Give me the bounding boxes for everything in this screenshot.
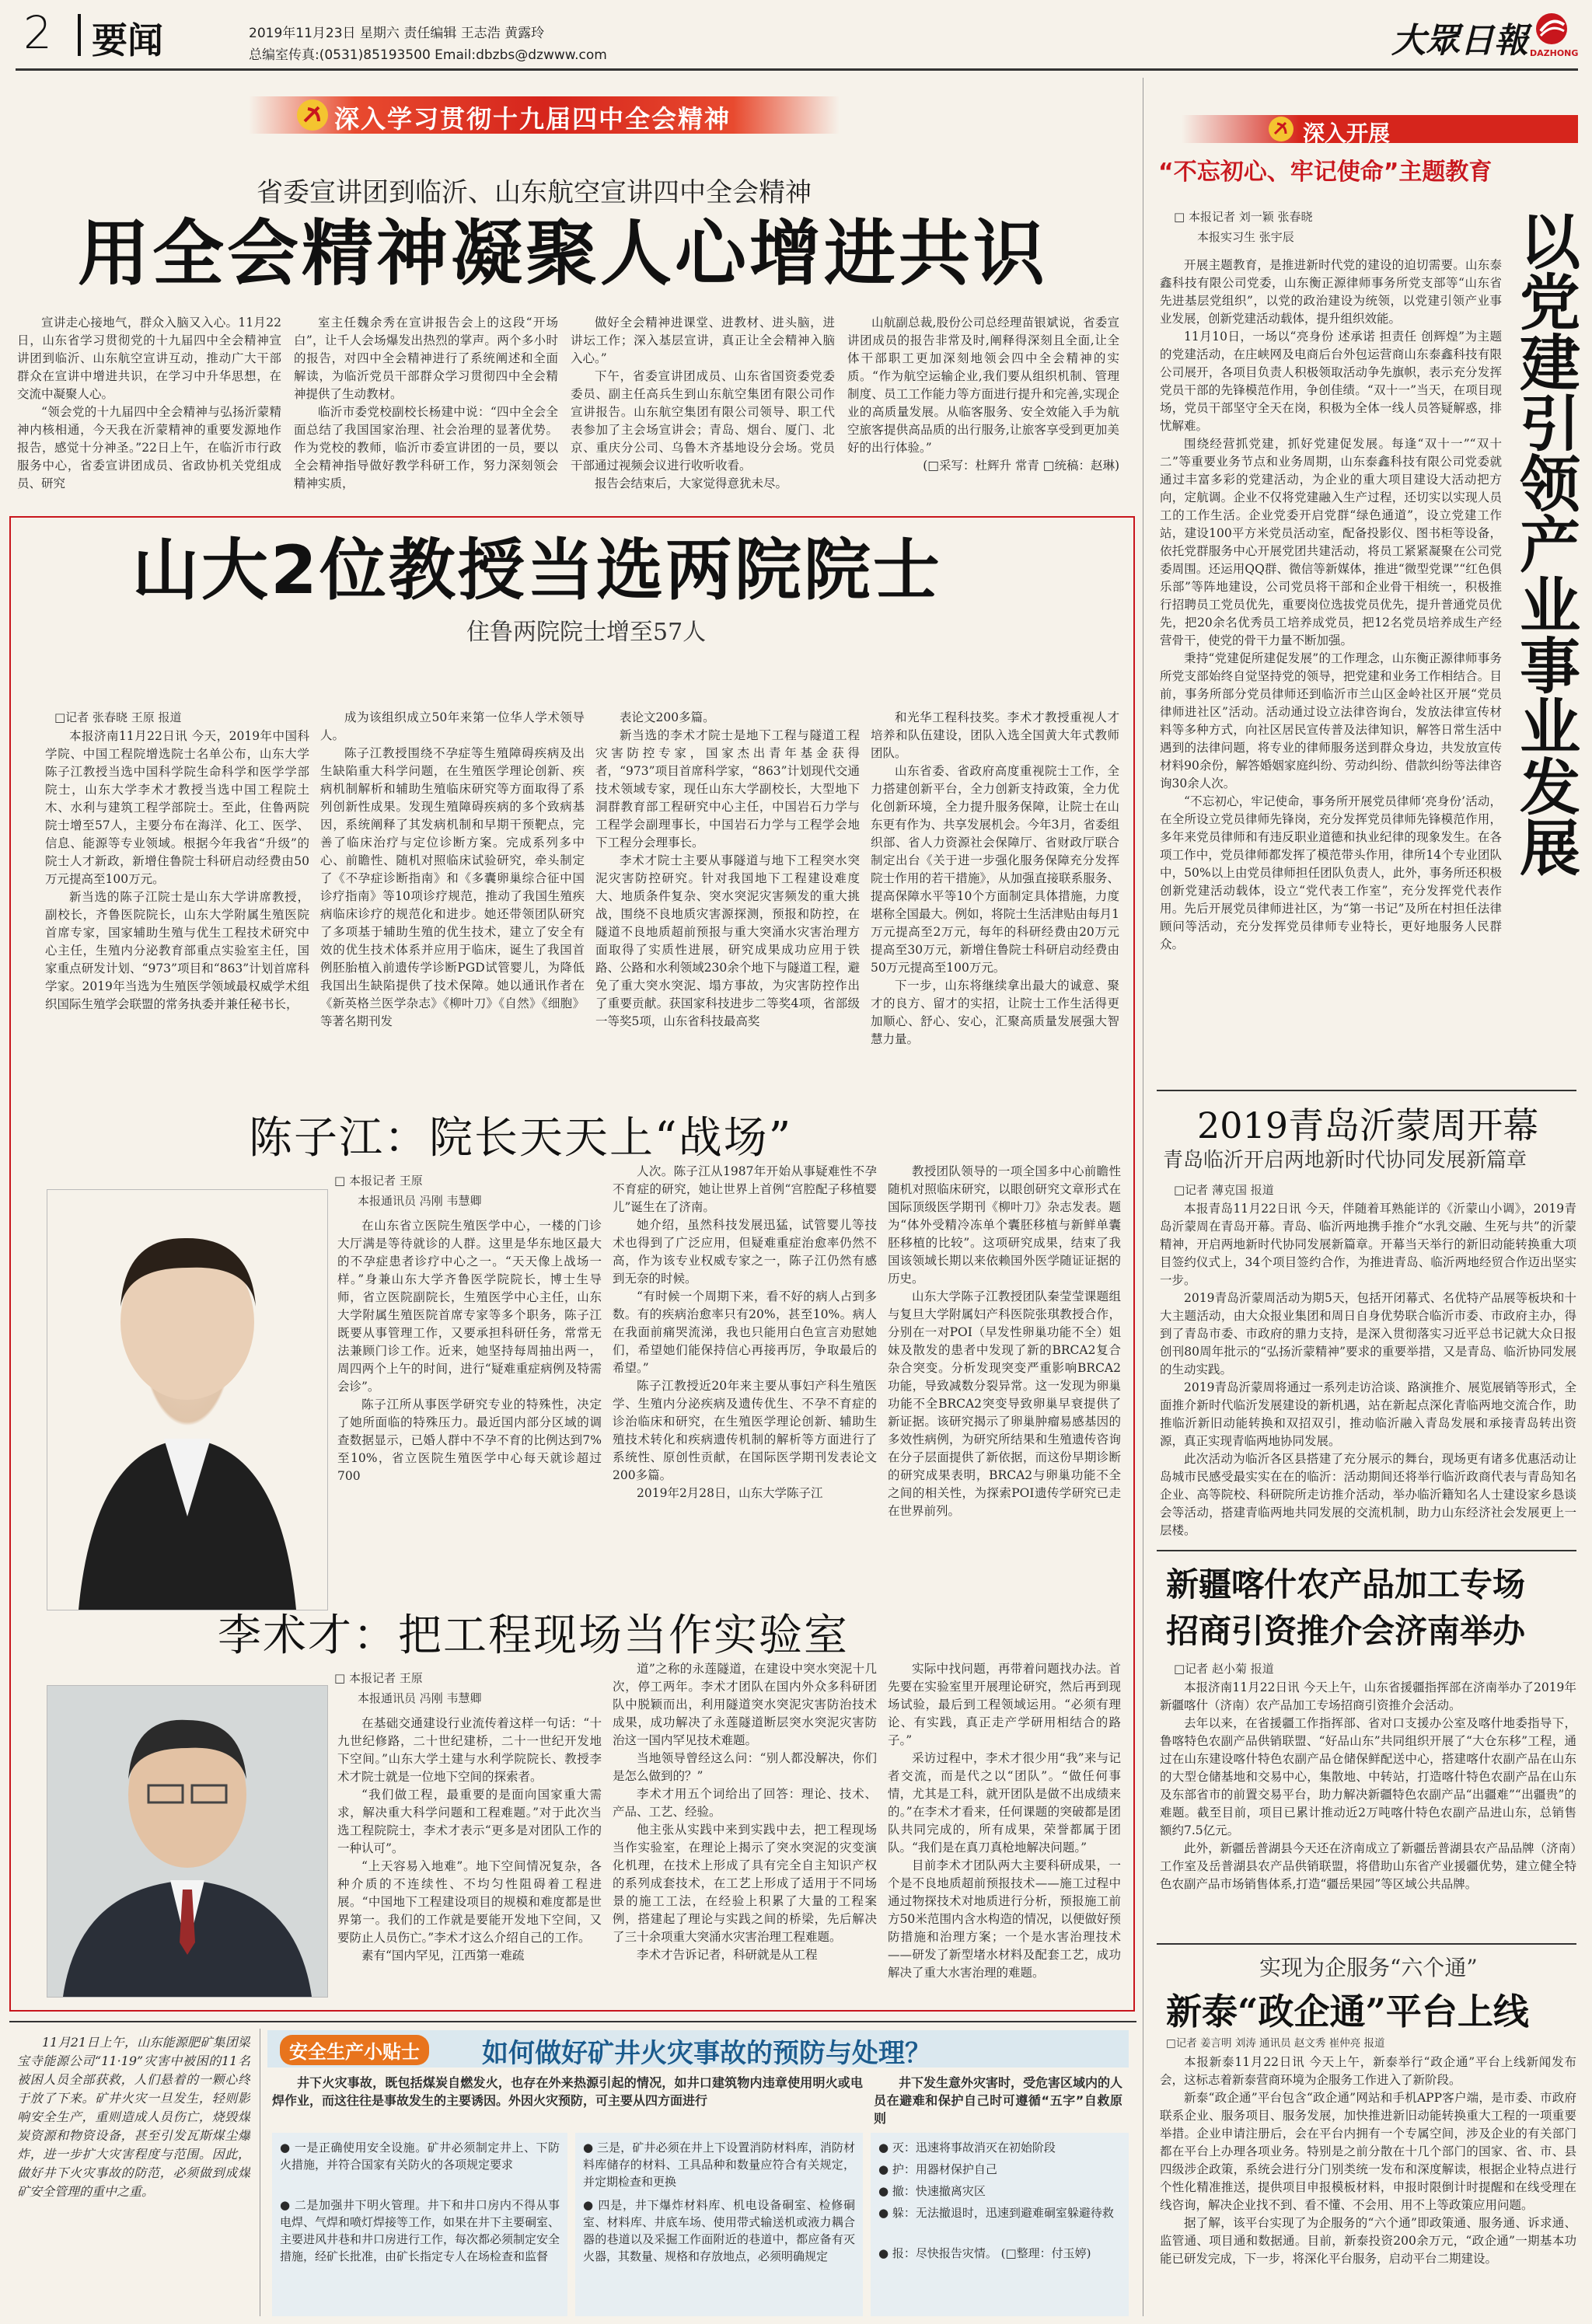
article1-col4: 山航副总裁,股份公司总经理苗银斌说，省委宣讲团成员的报告非常及时,阐释得深刻且全面,让全体干部职工更加深刻地领会四中全会精神的实质。“作为航空运输企业,我们要从组织机制、管理制度、员工工作能力等方面进行提升和完善,实现企业的高质量发展。从临客服务、安全效能入手为航空旅客提供高品质的出行服务,让旅客享受到更加美好的出行体验。” (□采写：杜辉升 常青 □统稿：赵琳) xyxy=(847,316,1119,473)
page-number: 2 xyxy=(23,6,52,59)
safety-intro-2: 井下发生意外灾害时，受危害区域内的人员在避难和保护自己时可遵循“五字”自救原则 xyxy=(874,2075,1122,2126)
article5-headline: 2019青岛沂蒙周开幕 xyxy=(1197,1104,1539,1146)
article4-col3: 实际中找问题，再带着问题找办法。首先要在实验室里开展理论研究，然后再到现场试验，最后到工程领域运用。“必须有理论、有实践，真正走产学研用相结合的路子。” 采访过程中，李术才很少用“我”来与记者交流，而是代之以“团队”。“做任何事情，尤其是工科，就开团队是做不出成绩来的。”在李术才看来，任何课题的突破都是团队共同完成的，所有成果，荣誉都属于团队。“我们是在真刀真枪地解决问题。” 目前李术才团队两大主要科研成果，一个是不良地质超前预报技术——施工过程中通过物探技术对地质进行分析，预报施工前方50米范围内含水构造的情况，以便做好预防措施和治理方案；一个是水害治理技术——研发了新型堵水材料及配套工艺，成功解决了重大水害治理的难题。 xyxy=(888,1662,1121,1980)
article1-col3: 做好全会精神进课堂、进教材、进头脑，进讲坛工作；深入基层宣讲，真正让全会精神入脑入心。” 下午，省委宣讲团成员、山东省国资委党委委员、副主任高兵生到山东航空集团有限公司作宣讲报告。山东航空集团有限公司领导、职工代表参加了主会场宣讲会；青岛、烟台、厦门、北京、重庆分公司、乌鲁木齐基地设分会场。党员干部通过视频会议进行收听收看。 报告会结束后，大家觉得意犹未尽。 xyxy=(571,316,835,490)
article2-col4: 和光华工程科技奖。李术才教授重视人才培养和队伍建设，团队入选全国黄大年式教师团队。 山东省委、省政府高度重视院士工作，全力搭建创新平台，全力创新支持政策，全力优化创新环境，全力提升服务保障，让院士在山东更有作为、共享发展机会。今年3月，省委组织部、省人力资源社会保障厅、省财政厅联合制定出台《关于进一步强化服务保障充分发挥院士作用的若干措施》，从加强直接联系服务、提高保障水平等10个方面制定具体措施，力度堪称全国最大。例如，将院士生活津贴由每月1万元提高至2万元，每年的科研经费由20万元提高至30万元，新增住鲁院士科研启动经费由50万元提高至100万元。 下一步，山东将继续拿出最大的诚意、聚才的良方、留才的实招，让院士工作生活得更加顺心、舒心、安心，汇聚高质量发展强大智慧力量。 xyxy=(871,710,1119,1046)
date-line: 2019年11月23日 星期六 责任编辑 王志浩 黄露玲 xyxy=(249,26,545,41)
right-byline1: □ 本报记者 刘一颖 张春晓 xyxy=(1174,210,1313,224)
right-rule-1 xyxy=(1157,1090,1576,1091)
article4-byline1: □ 本报记者 王原 xyxy=(334,1671,423,1685)
article3-col2: 人次。陈子江从1987年开始从事疑难性不孕不育症的研究，她让世界上首例“宫腔配子移植婴儿”诞生在了济南。 她介绍，虽然科技发展迅猛，试管婴儿等技术也得到了广泛应用，但疑难重症治愈率仍然不高，作为该专业权威专家之一，陈子江仍然有感到无奈的时候。 “有时候一个周期下来，看不好的病人占到多数。有的疾病治愈率只有20%，甚至10%。病人在我面前痛哭流涕，我也只能用白色宣言劝慰她们，希望她们能保持信心再接再厉，争取最后的希望。” 陈子江教授近20年来主要从事妇产科生殖医学、生殖内分泌疾病及遗传优生、不孕不育症的诊治临床和研究，在生殖医学理论创新、辅助生殖技术转化和疾病遗传机制的解析等方面进行了系统性、原创性贡献，在国际医学期刊发表论文200多篇。 2019年2月28日，山东大学陈子江 xyxy=(613,1164,877,1500)
li-shucai-portrait xyxy=(47,1685,328,1998)
right-banner-emblem-icon xyxy=(1267,115,1295,143)
safety-rule-1: ● 灭：迅速将事故消灭在初始阶段 xyxy=(878,2141,1056,2155)
article6-headline2: 招商引资推介会济南举办 xyxy=(1166,1612,1526,1650)
article7-subhead: 实现为企服务“六个通” xyxy=(1259,1955,1478,1980)
safety-title: 如何做好矿井火灾事故的预防与处理？ xyxy=(482,2038,931,2069)
article1-subhead: 省委宣讲团到临沂、山东航空宣讲四中全会精神 xyxy=(257,177,812,208)
article3-col1: 在山东省立医院生殖医学中心，一楼的门诊大厅满是等待就诊的人群。这里是华东地区最大的不孕症患者诊疗中心之一。“天天像上战场一样。”身兼山东大学齐鲁医学院院长，博士生导师，省立医院副院长，生殖医学中心主任，山东大学附属生殖医院首席专家等多个职务，陈子江既要从事管理工作，又要承担科研任务，常常无法兼顾门诊工作。近来，她坚持每周抽出两一，周四两个上午的时间，进行“疑难重症病例及特需会诊”。 陈子江所从事医学研究专业的特殊性，决定了她所面临的特殊压力。最近国内部分区域的调查数据显示，已婚人群中不孕不育的比例达到7%至10%，省立医院生殖医学中心每天就诊超过700 xyxy=(337,1219,602,1483)
article5-subhead: 青岛临沂开启两地新时代协同发展新篇章 xyxy=(1163,1149,1527,1172)
right-rule-3 xyxy=(1157,1943,1576,1945)
article2-byline: □记者 张春晓 王原 报道 xyxy=(54,710,182,724)
article4-col2: 道”之称的永莲隧道，在建设中突水突泥十几次，停工两年。李术才团队在国内外众多科研团队中脱颖而出，利用隧道突水突泥灾害防治技术成果，成功解决了永莲隧道断层突水突泥灾害防治这一国内罕见技术难题。 当地领导曾经这么问：“别人都没解决，你们是怎么做到的？” 李术才用五个词给出了回答：理论、技术、产品、工艺、经验。 他主张从实践中来到实践中去，把工程现场当作实验室，在理论上揭示了突水突泥的灾变演化机理，在技术上形成了具有完全自主知识产权的系列成套技术，在工艺上形成了适用于不同场景的施工工法，在经验上积累了大量的工程案例，搭建起了理论与实践之间的桥梁，先后解决了三十余项重大突涌水灾害治理工程难题。 李术才告诉记者，科研就是从工程 xyxy=(613,1662,877,1962)
article7-byline: □记者 姜言明 刘涛 通讯员 赵文秀 崔仲亮 报道 xyxy=(1166,2037,1385,2050)
safety-tag: 安全生产小贴士 xyxy=(280,2035,429,2065)
top-banner-text: 深入学习贯彻十九届四中全会精神 xyxy=(334,104,731,134)
masthead-divider xyxy=(78,14,81,56)
safety-rule-3: ● 撤：快速撤离灾区 xyxy=(878,2184,986,2198)
right-banner-line1: 深入开展 xyxy=(1303,120,1391,146)
right-vertical-title: 以党建引领产业事业发展 xyxy=(1510,210,1580,877)
safety-intro: 井下火灾事故，既包括煤炭自燃发火，也存在外来热源引起的情况，如井口建筑物内违章使用明火或电焊作业，而这往往是事故发生的主要诱因。外因火灾预防，可主要从四方面进行 xyxy=(272,2075,863,2108)
article7-headline: 新泰“政企通”平台上线 xyxy=(1166,1991,1529,2033)
article7-body: 本报新泰11月22日讯 今天上午，新泰举行“政企通”平台上线新闻发布会，这标志着新泰营商环境为企服务工作进入了新阶段。 新泰“政企通”平台包含“政企通”网站和手机APP客户端，是市委、市政府联系企业、服务项目、服务发展，加快推进新旧动能转换重大工程的一项重要举措。企业申请注册后，会在平台内拥有一个专属空间，涉及企业的有关部门都在平台上办理各项业务。特别是之前分散在十几个部门的国家、省、市、县四级涉企政策，系统会进行分门别类统一发布和深度解读，根据企业特点进行个性化精准推送，提供项目申报模板材料，申报时限倒计时提醒和在线受理在线咨询，解决企业找不到、看不懂、不会用、用不上等政策应用问题。 据了解，该平台实现了为企服务的“六个通”即政策通、服务通、诉求通、监管通、项目通和数据通。目前，新泰投资200余万元，“政企通”一期基本功能已研发完成，下一步，将深化平台服务，启动平台二期建设。 xyxy=(1160,2055,1576,2266)
article6-body: 本报济南11月22日讯 今天上午，山东省援疆指挥部在济南举办了2019年新疆喀什（济南）农产品加工专场招商引资推介会活动。 去年以来，在省援疆工作指挥部、省对口支援办公室及喀什地委指导下，鲁喀特色农副产品供销联盟、“好品山东”共同组织开展了“大仓东移”工程，通过在山东建设喀什特色农副产品仓储保鲜配送中心，搭建喀什农副产品在山东的大型仓储基地和交易中心，集散地、中转站，打造喀什特色农副产品在山东及东部省市的前置交易平台，助力解决新疆特色农副产品“出疆难”“出疆贵”的难题。截至目前，项目已累计推动近2万吨喀什特色农副产品进山东，总销售额约7.5亿元。 此外，新疆岳普湖县今天还在济南成立了新疆岳普湖县农产品品牌（济南）工作室及岳普湖县农产品供销联盟，将借助山东省产业援疆优势，建立健全特色农副产品市场销售体系,打造“疆岳果园”等区域公共品牌。 xyxy=(1160,1680,1576,1891)
right-rule-2 xyxy=(1157,1550,1576,1551)
article1-col1: 宣讲走心接地气，群众入脑又入心。11月22日，山东省学习贯彻党的十九届四中全会精神宣讲团到临沂、山东航空宣讲互动，推动广大干部群众在宣讲中增进共识，在学习中升华思想，在交流中凝聚人心。 “领会党的十九届四中全会精神与弘扬沂蒙精神内核相通，今天我在沂蒙精神的重要发源地作报告，感觉十分神圣。”22日上午，在临沂市行政服务中心，省委宣讲团成员、省政协机关党组成员、研究 xyxy=(17,316,281,490)
bottom-left-note: 11月21日上午，山东能源肥矿集团梁宝寺能源公司“11·19”灾害中被困的11名被困人员全部获救，人们悬着的一颗心终于放了下来。矿井火灾一旦发生，轻则影响安全生产，重则造成人员伤亡，烧毁煤炭资源和物资设备，甚至引发瓦斯煤尘爆炸，进一步扩大灾害程度与范围。因此，做好井下火灾事故的防范，必须做到成煤矿安全管理的重中之重。 xyxy=(17,2035,250,2199)
article2-subhead: 住鲁两院院士增至57人 xyxy=(466,619,707,646)
portrait-figure-icon xyxy=(47,1190,327,1610)
article4-col1: 在基础交通建设行业流传着这样一句话：“十九世纪修路，二十世纪建桥，二十一世纪开发地下空间。”山东大学土建与水利学院院长、教授李术才院士就是一位地下空间的探索者。 “我们做工程，最重要的是面向国家重大需求，解决重大科学问题和工程难题。”对于此次当选工程院院士，李术才表示“更多是对团队工作的一种认可”。 “上天容易入地难”。地下空间情况复杂，各种介质的不连续性、不均匀性阻碍着工程进展。“中国地下工程建设项目的规模和难度都是世界第一。我们的工作就是要能开发地下空间，又要防止人员伤亡。”李术才这么介绍自己的工作。 素有“国内罕见，江西第一难疏 xyxy=(337,1716,602,1963)
article2-col3: 表论文200多篇。 新当选的李术才院士是地下工程与隧道工程灾害防控专家，国家杰出青年基金获得者，“973”项目首席科学家，“863”计划现代交通技术领域专家，现任山东大学副校长，大型地下洞群教育部工程研究中心主任，中国岩石力学与工程学会副理事长，中国岩石力学与工程学会地下工程分会理事长。 李术才院士主要从事隧道与地下工程突水突泥灾害防控研究。针对我国地下工程建设难度大、地质条件复杂、突水突泥灾害频发的重大挑战，围绕不良地质灾害源探测，预报和防控，在隧道不良地质超前预报与重大突涌水灾害治理方面取得了实质性进展，研究成果成功应用于铁路、公路和水利领域230余个地下与隧道工程，避免了重大突水突泥、塌方事故，为灾害防控作出了重要贡献。获国家科技进步二等奖4项，省部级一等奖5项，山东省科技最高奖 xyxy=(595,710,860,1028)
bottom-rule xyxy=(9,2021,1136,2022)
safety-rule-4: ● 躲：无法撤退时，迅速到避难硐室躲避待救 xyxy=(878,2206,1114,2220)
article5-byline: □记者 薄克国 报道 xyxy=(1174,1183,1274,1197)
party-emblem-icon xyxy=(295,98,330,132)
article6-byline: □记者 赵小菊 报道 xyxy=(1174,1662,1274,1676)
safety-item-1: ● 一是正确使用安全设施。矿井必须制定井上、下防火措施，并符合国家有关防火的各项规定要求 xyxy=(280,2141,560,2172)
safety-item-2: ● 二是加强井下明火管理。井下和井口房内不得从事电焊、气焊和喷灯焊接等工作，如果在井下主要硐室、主要进风井巷和井口房进行工作，每次都必须制定安全措施，经矿长批准，由矿长指定专人在场检查和监督 xyxy=(280,2198,560,2263)
article3-byline1: □ 本报记者 王原 xyxy=(334,1174,423,1188)
article1-headline: 用全会精神凝聚人心增进共识 xyxy=(78,212,1049,295)
right-body: 开展主题教育，是推进新时代党的建设的迫切需要。山东泰鑫科技有限公司党委，山东衡正源律师事务所党支部等“山东省先进基层党组织”，以党的政治建设为统领，以党建引领产业事业发展，创新党建活动载体，提升组织效能。 11月10日，一场以“亮身份 述承诺 担责任 创辉煌”为主题的党建活动，在庄峡网及电商后台外包运营商山东泰鑫科技有限公司展开，各项目负责人积极领取活动争先旗帜，表示充分发挥党员干部的先锋模范作用，争创佳绩。“双十一”当天，在项目现场，党员干部坚守全天在岗，积极为全体一线人员答疑解惑，排忧解难。 围绕经营抓党建，抓好党建促发展。每逢“双十一”“双十二”等重要业务节点和业务周期，山东泰鑫科技有限公司党委就通过丰富多彩的党建活动，为企业的重大项目建设大活动把方向，定航调。企业不仅将党建融入生产过程，还切实以实现人员工的工作生活。企业党委开启党群“绿色通道”，设立党建工作站，建设100平方米党员活动室，配备投影仪、图书柜等设备，依托党群服务中心开展党团共建活动，将员工紧紧凝聚在公司党委周围。还运用QQ群、微信等新媒体，推进“微型党课”“红色俱乐部”等阵地建设，公司党员将干部和企业骨干相统一，积极推行招聘员工党员优先，重要岗位选拔党员优先，提升普通党员优先，把20余名优秀员工培养成党员，把12名党员培养成生产经营骨干，使党的骨干力量不断加强。 秉持“党建促所建促发展”的工作理念，山东衡正源律师事务所党支部始终自觉坚持党的领导，把党建和业务工作相结合。目前，事务所部分党员律师还到临沂市兰山区金岭社区开展“党员律师进社区”活动。活动通过设立法律咨询台，发放法律宣传材料等多种方式，向社区居民宣传普及法律知识，解答日常生活中遇到的法律问题，将专业的律师服务送到群众身边，共发放宣传材料90余份，解答婚姻家庭纠纷、劳动纠纷、借款纠纷等法律咨询30余人次。 “不忘初心，牢记使命，事务所开展党员律师‘亮身份’活动，在全所设立党员律师先锋岗，充分发挥党员律师先锋模范作用，多年来党员律师和有违反职业道德和执业纪律的现象发生。在各项工作中，党员律师都发挥了模范带头作用，律所14个专业团队中，50%以上由党员律师担任团队负责人，此外，事务所还积极创新党建活动载体，设立“党代表工作室”，充分发挥党代表作用。先后开展党员律师进社区，为“第一书记”及所在村担任法律顾问等活动，充分发挥党员律师专业特长，更好地服务人民群众。 xyxy=(1160,258,1502,951)
safety-item-4: ● 四是，井下爆炸材料库、机电设备硐室、检修硐室、材料库、井底车场、使用带式输送机或液力耦合器的巷道以及采掘工作面附近的巷道中，都应备有灭火器，其数量、规格和存放地点，必须明确规定 xyxy=(583,2198,855,2263)
newspaper-logo xyxy=(1391,8,1578,62)
article3-headline: 陈子江：院长天天上“战场” xyxy=(249,1113,793,1164)
article4-headline: 李术才：把工程现场当作实验室 xyxy=(218,1610,849,1661)
masthead-rule xyxy=(16,68,1578,71)
chen-zijiang-portrait xyxy=(47,1189,328,1610)
portrait-figure-icon xyxy=(47,1686,327,1997)
article5-body: 本报青岛11月22日讯 今天，伴随着耳熟能详的《沂蒙山小调》，2019青岛沂蒙周在青岛开幕。青岛、临沂两地携手推介“水乳交融、生死与共”的沂蒙精神，开启两地新时代协同发展新篇章。开幕当天举行的新旧动能转换重大项目签约仪式上，34个项目签约合作，为推进青岛、临沂两地经贸合作迈出坚实一步。 2019青岛沂蒙周活动为期5天，包括开闭幕式、名优特产品展等板块和十大主题活动，由大众报业集团和周日自身优势联合临沂市委、市政府主办，得到了青岛市委、市政府的鼎力支持，是深入贯彻落实习近平总书记就大众日报创刊80周年批示的“弘扬沂蒙精神”要求的重要举措，又是青岛、临沂协同发展的生动实践。 2019青岛沂蒙周将通过一系列走访洽谈、路演推介、展览展销等形式，全面推介新时代临沂发展建设的新机遇，站在新起点深化青临两地交流合作，助推临沂新旧动能转换和双招双引，推动临沂融入青岛发展和承接青岛转出资源，真正实现青临两地协同发展。 此次活动为临沂各区县搭建了充分展示的舞台，现场更有诸多优惠活动让岛城市民感受最实实在在的临沂：活动期间还将举行临沂政商代表与青岛知名企业、高等院校、科研院所走访推介活动，举办临沂籍知名人士建设家乡恳谈会等活动，搭建青临两地共同发展的交流机制，助力山东经济社会发展更上一层楼。 xyxy=(1160,1202,1576,1537)
article2-col1: 本报济南11月22日讯 今天，2019年中国科学院、中国工程院增选院士名单公布，山东大学陈子江教授当选中国科学院生命科学和医学学部院士，山东大学李术才教授当选中国工程院土木、水利与建筑工程学部院士。至此，住鲁两院院士增至57人，主要分布在海洋、化工、医学、信息、能源等专业领域。根据今年我省“升级”的院士人才新政，新增住鲁院士科研启动经费由50万元提高至100万元。 新当选的陈子江院士是山东大学讲席教授，副校长，齐鲁医院院长，山东大学附属生殖医院首席专家，国家辅助生殖与优生工程技术研究中心主任，生殖内分泌教育部重点实验室主任，国家重点研发计划、“973”项目和“863”计划首席科学家。2019年当选为生殖医学领域最权威学术组织国际生殖学会联盟的常务执委并兼任秘书长， xyxy=(45,729,309,1011)
article2-headline: 山大2位教授当选两院院士 xyxy=(132,532,942,609)
logo-text: 大眾日報 xyxy=(1391,21,1528,61)
right-banner-line2: “不忘初心、牢记使命”主题教育 xyxy=(1158,159,1492,186)
right-byline2: 本报实习生 张宇辰 xyxy=(1197,230,1294,244)
safety-rule-2: ● 护：用器材保护自己 xyxy=(878,2162,997,2176)
article3-byline2: 本报通讯员 冯刚 韦慧卿 xyxy=(358,1194,482,1208)
logo-sub: DAZHONG xyxy=(1530,48,1579,58)
article1-col2: 室主任魏余秀在宣讲报告会上的这段“开场白”，让千人会场爆发出热烈的掌声。两个多小时的报告，对四中全会精神进行了系统阐述和全面解读，为临沂党员干部群众学习贯彻四中全会精神提供了生动教材。 临沂市委党校副校长杨建中说：“四中全会全面总结了我国国家治理、社会治理的显著优势。作为党校的教师，临沂市委宣讲团的一员，要以全会精神指导做好教学科研工作，努力深刻领会精神实质， xyxy=(294,316,558,490)
article2-col2: 成为该组织成立50年来第一位华人学术领导人。 陈子江教授围绕不孕症等生殖障碍疾病及出生缺陷重大科学问题，在生殖医学理论创新、疾病机制解析和辅助生殖临床研究等方面取得了系列创新性成果。发现生殖障碍疾病的多个致病基因，系统阐释了其发病机制和早期干预靶点，完善了临床治疗与定位诊断方案。完成系列多中心、前瞻性、随机对照临床试验研究，牵头制定了《不孕症诊断指南》和《多囊卵巢综合征中国诊疗指南》等10项诊疗规范，推动了我国生殖疾病临床诊疗的规范化和进步。她还带领团队研究了多项基于辅助生殖的优生技术，建立了安全有效的优生技术体系并应用于临床，诞生了我国首例胚胎植入前遗传学诊断PGD试管婴儿，为降低我国出生缺陷提供了技术保障。她以通讯作者在《新英格兰医学杂志》《柳叶刀》《自然》《细胞》等著名期刊发 xyxy=(320,710,585,1028)
right-banner xyxy=(1150,115,1578,193)
article6-headline1: 新疆喀什农产品加工专场 xyxy=(1166,1565,1526,1603)
safety-rule-5: ● 报：尽快报告灾情。 (□整理：付玉婷) xyxy=(878,2246,1091,2260)
logo-mark-icon xyxy=(1528,11,1575,47)
article4-byline2: 本报通讯员 冯刚 韦慧卿 xyxy=(358,1691,482,1705)
contact-line: 总编室传真:(0531)85193500 Email:dbzbs@dzwww.com xyxy=(249,47,607,63)
safety-item-3: ● 三是，矿井必须在井上下设置消防材料库，消防材料库储存的材料、工具品种和数量应符合有关规定，并定期检查和更换 xyxy=(583,2141,855,2189)
section-title: 要闻 xyxy=(92,19,163,61)
article3-col3: 教授团队领导的一项全国多中心前瞻性随机对照临床研究，以眼创研究文章形式在国际顶级医学期刊《柳叶刀》杂志发表。题为“体外受精冷冻单个囊胚移植与新鲜单囊胚移植的比较”。这项研究成果，结束了我国该领域长期以来依赖国外医学随证证据的历史。 山东大学陈子江教授团队秦莹莹课题组与复旦大学附属妇产科医院张琪教授合作，分别在一对POI（早发性卵巢功能不全）姐妹及散发的患者中发现了新的BRCA2复合杂合突变。分析发现突变严重影响BRCA2功能，导致减数分裂异常。这一发现为卵巢功能不全BRCA2突变导致卵巢早衰提供了新证据。该研究揭示了卵巢肿瘤易感基因的多效性病例，为研究所结果和生殖遗传咨询在分子层面提供了新依据，而这份早期诊断的研究成果表明，BRCA2与卵巢功能不全之间的相关性，为探索POI遗传学研究已走在世界前列。 xyxy=(888,1164,1121,1518)
